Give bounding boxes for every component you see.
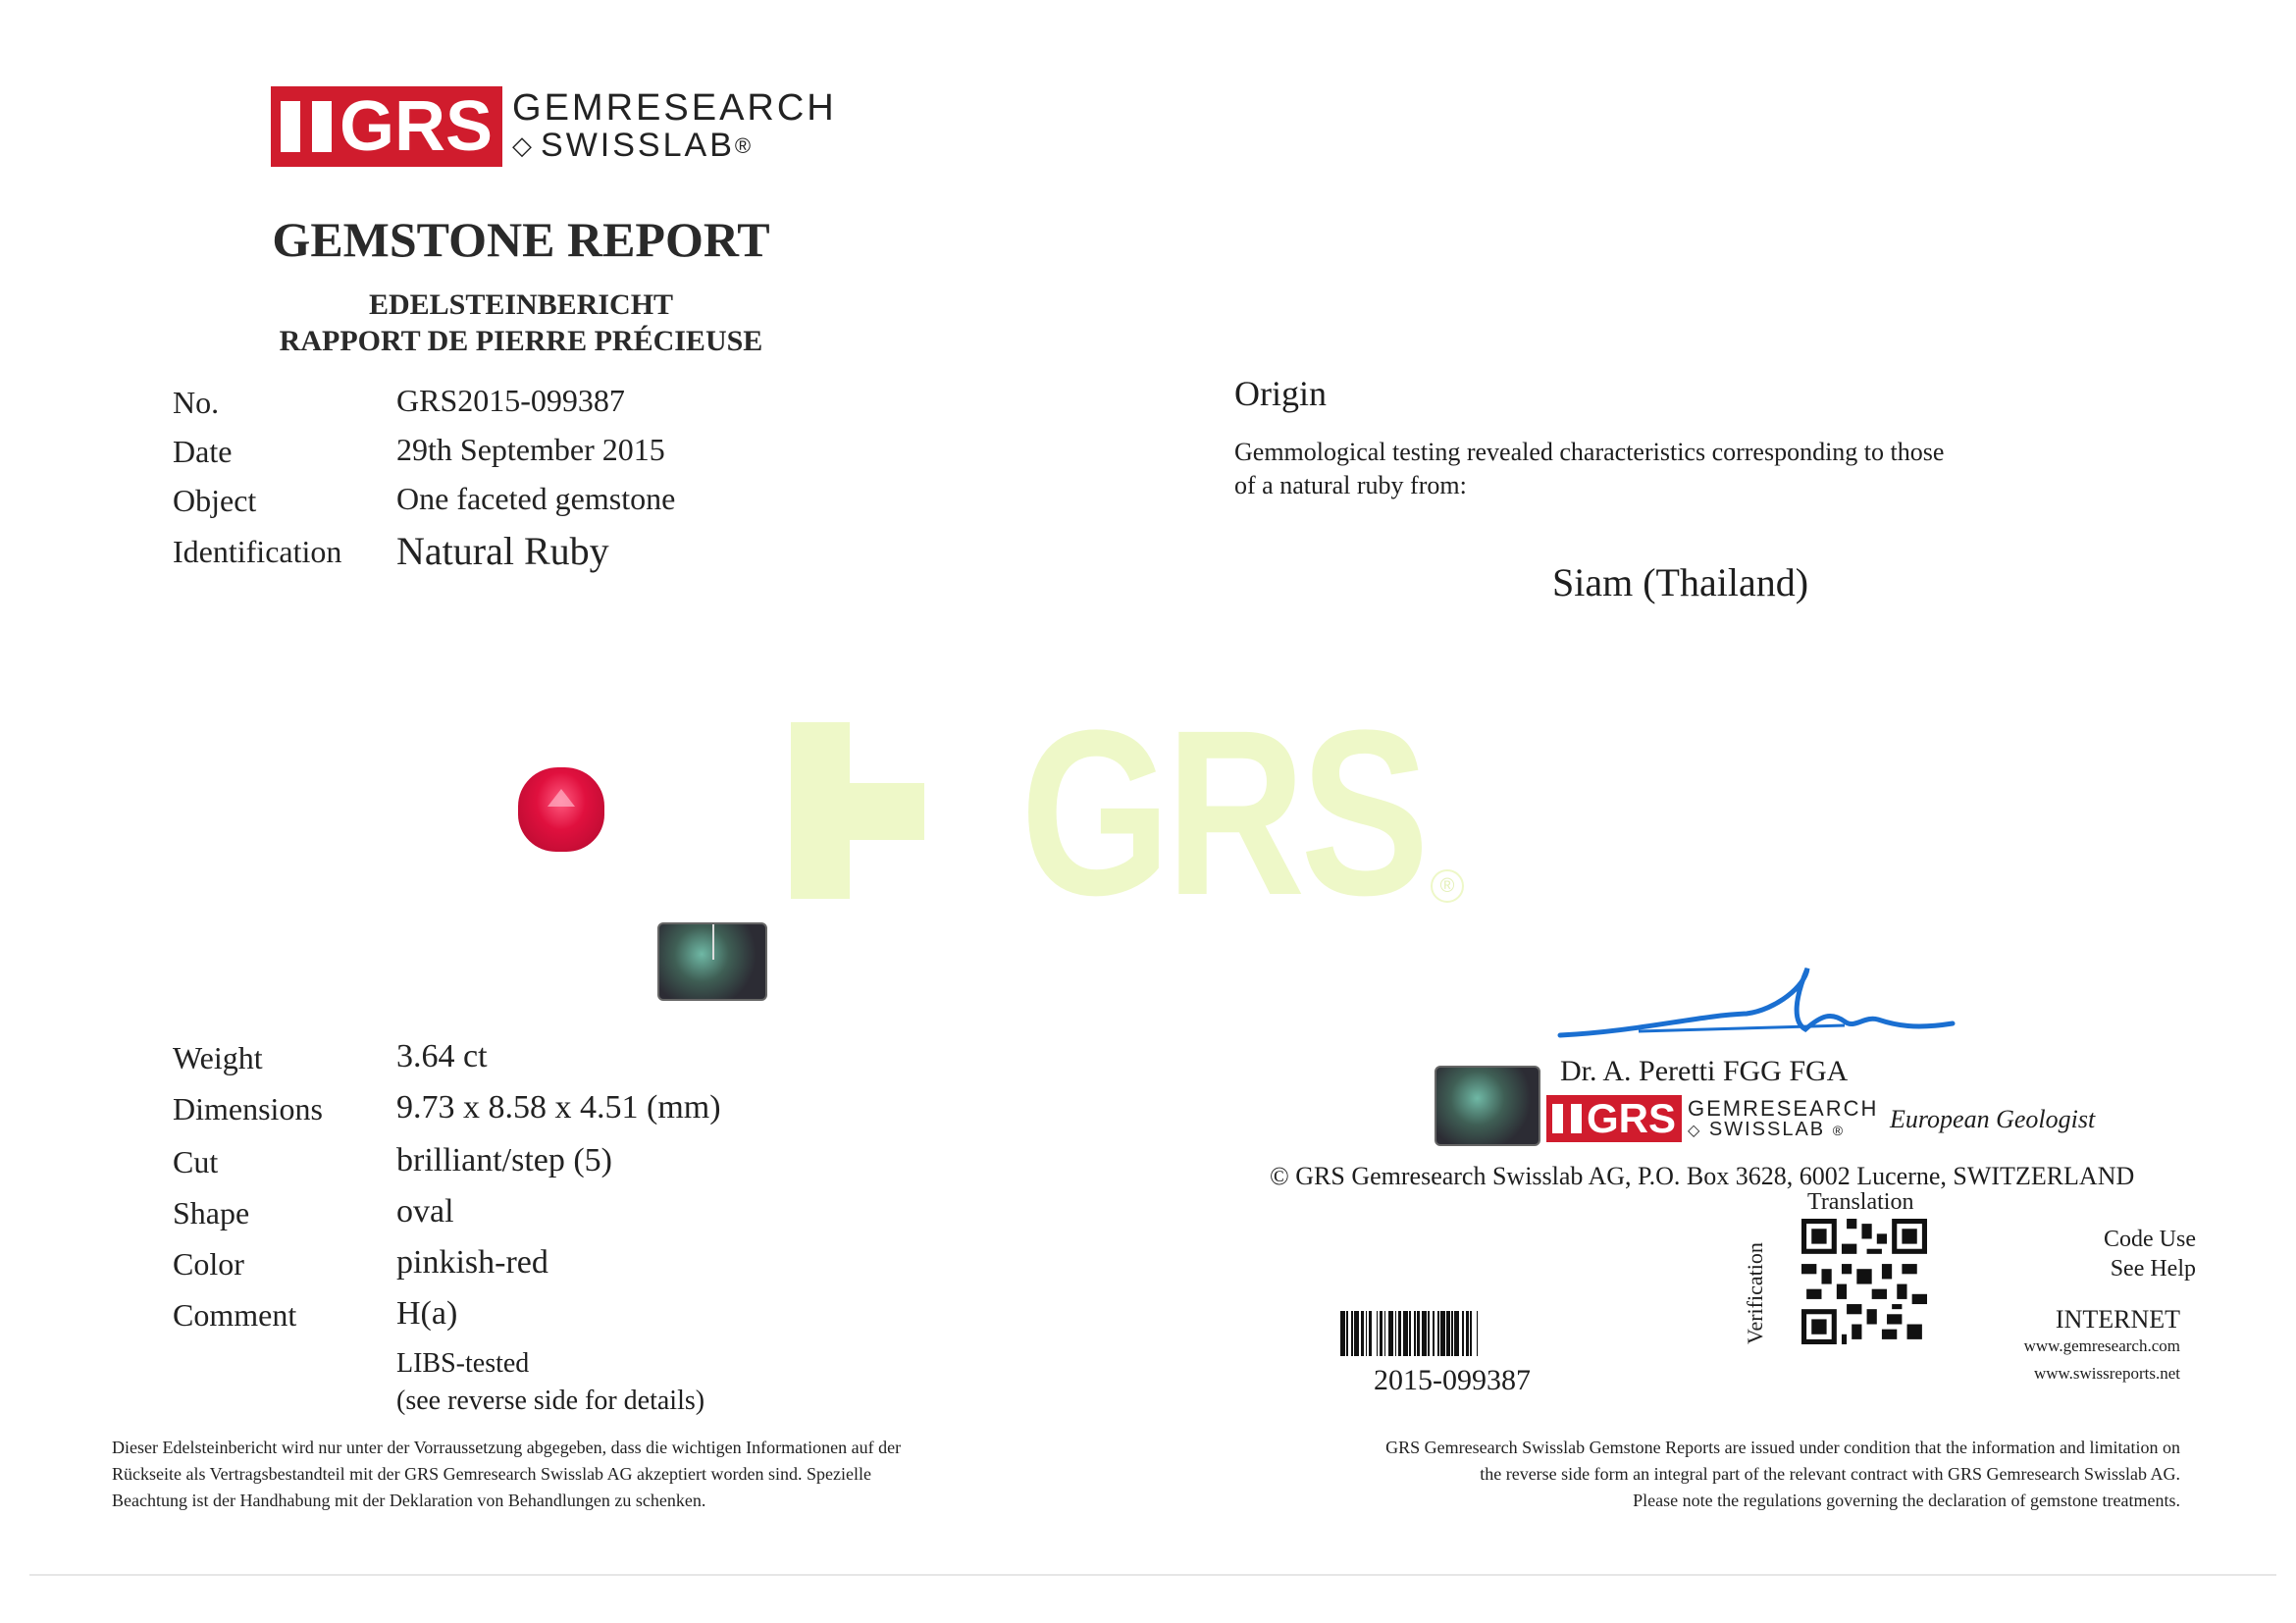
watermark-cross xyxy=(791,722,924,899)
value-color: pinkish-red xyxy=(396,1244,548,1281)
report-title: GEMSTONE REPORT xyxy=(272,212,770,267)
value-shape: oval xyxy=(396,1193,454,1230)
report-subtitle-de: EDELSTEINBERICHT xyxy=(368,288,674,321)
footer-de-line2: Rückseite als Vertragsbestandteil mit der GRS Gemresearch Swisslab AG akzeptiert worden sind. Spezielle xyxy=(112,1464,871,1484)
origin-value: Siam (Thailand) xyxy=(1552,560,1809,604)
value-object: One faceted gemstone xyxy=(396,481,676,516)
comment-libs: LIBS-tested xyxy=(396,1348,530,1379)
hologram-sticker xyxy=(657,922,767,1001)
barcode-bar xyxy=(1478,1311,1481,1356)
label-date: Date xyxy=(173,434,233,469)
logo-wordmark xyxy=(512,89,837,164)
comment-reverse-note: (see reverse side for details) xyxy=(396,1386,705,1416)
grs-logo xyxy=(271,86,837,167)
grs-logo-small xyxy=(1546,1095,1878,1142)
label-object: Object xyxy=(173,483,257,518)
barcode-number: 2015-099387 xyxy=(1374,1364,1531,1396)
verification-label: Verification xyxy=(1743,1242,1767,1344)
registered-mark: ® xyxy=(734,133,755,159)
grs-logo-small-mark xyxy=(1546,1095,1682,1142)
value-cut: brilliant/step (5) xyxy=(396,1142,613,1178)
url-swissreports[interactable]: www.swissreports.net xyxy=(2033,1364,2180,1383)
registered-small-mark: ® xyxy=(1832,1123,1846,1139)
footer-german xyxy=(112,1435,901,1514)
diamond-small-icon: ◇ xyxy=(1688,1123,1702,1140)
value-date: 29th September 2015 xyxy=(396,432,665,467)
ruby-photo xyxy=(518,767,604,852)
value-weight: 3.64 ct xyxy=(396,1038,488,1074)
report-subtitle-fr: RAPPORT DE PIERRE PRÉCIEUSE xyxy=(279,325,763,357)
qr-code[interactable] xyxy=(1801,1219,1927,1344)
logo-small-line2: SWISSLAB xyxy=(1708,1119,1826,1141)
logo-small-wordmark xyxy=(1688,1097,1878,1140)
signatory-title: European Geologist xyxy=(1890,1105,2096,1133)
company-address: © GRS Gemresearch Swisslab AG, P.O. Box 3628, 6002 Lucerne, SWITZERLAND xyxy=(1270,1162,2135,1190)
value-number: GRS2015-099387 xyxy=(396,383,625,418)
value-identification: Natural Ruby xyxy=(396,529,609,573)
see-help-label: See Help xyxy=(2110,1256,2196,1282)
signature-drawing xyxy=(1550,957,1962,1055)
value-comment: H(a) xyxy=(396,1295,458,1332)
grs-logo-mark xyxy=(271,86,502,167)
footer-english xyxy=(1158,1435,2180,1514)
origin-heading: Origin xyxy=(1234,374,1327,413)
signatory-name: Dr. A. Peretti FGG FGA xyxy=(1560,1055,1849,1087)
label-identification: Identification xyxy=(173,534,342,569)
code-use-label: Code Use xyxy=(2104,1227,2196,1252)
hologram-sticker-2 xyxy=(1435,1066,1540,1146)
origin-text-line1: Gemmological testing revealed characteristics corresponding to those xyxy=(1234,438,1945,466)
footer-en-line3: Please note the regulations governing the declaration of gemstone treatments. xyxy=(1633,1491,2180,1510)
translation-label: Translation xyxy=(1807,1189,1914,1215)
internet-label: INTERNET xyxy=(2055,1305,2180,1334)
swiss-cross-icon xyxy=(281,101,332,152)
logo-line1: GEMRESEARCH xyxy=(512,87,837,130)
footer-de-line1: Dieser Edelsteinbericht wird nur unter der Vorraussetzung abgegeben, dass die wichtigen Informationen auf der xyxy=(112,1438,902,1457)
logo-small-line1: GEMRESEARCH xyxy=(1688,1095,1879,1121)
watermark-text: GRS xyxy=(1020,681,1425,944)
label-color: Color xyxy=(173,1246,244,1282)
footer-de-line3: Beachtung ist der Handhabung mit der Deklaration von Behandlungen zu schenken. xyxy=(112,1491,706,1510)
label-dimensions: Dimensions xyxy=(173,1091,323,1126)
label-shape: Shape xyxy=(173,1195,250,1230)
diamond-icon: ◇ xyxy=(512,131,536,161)
label-cut: Cut xyxy=(173,1144,219,1179)
url-gemresearch[interactable]: www.gemresearch.com xyxy=(2023,1336,2180,1355)
label-number: No. xyxy=(173,385,220,420)
logo-line2: SWISSLAB xyxy=(541,127,735,165)
grs-logo-small-text: GRS xyxy=(1587,1095,1677,1141)
swiss-cross-small-icon xyxy=(1552,1104,1582,1133)
value-dimensions: 9.73 x 8.58 x 4.51 (mm) xyxy=(396,1089,721,1126)
label-weight: Weight xyxy=(173,1040,263,1075)
label-comment: Comment xyxy=(173,1297,297,1333)
footer-en-line1: GRS Gemresearch Swisslab Gemstone Reports are issued under condition that the information and limitation on xyxy=(1385,1438,2180,1457)
barcode xyxy=(1340,1311,1586,1356)
page-edge xyxy=(29,1574,2276,1576)
grs-logo-text: GRS xyxy=(339,87,494,166)
origin-text-line2: of a natural ruby from: xyxy=(1234,471,1467,499)
watermark-registered: ® xyxy=(1431,869,1464,903)
footer-en-line2: the reverse side form an integral part of the relevant contract with GRS Gemresearch Swisslab AG. xyxy=(1480,1464,2180,1484)
